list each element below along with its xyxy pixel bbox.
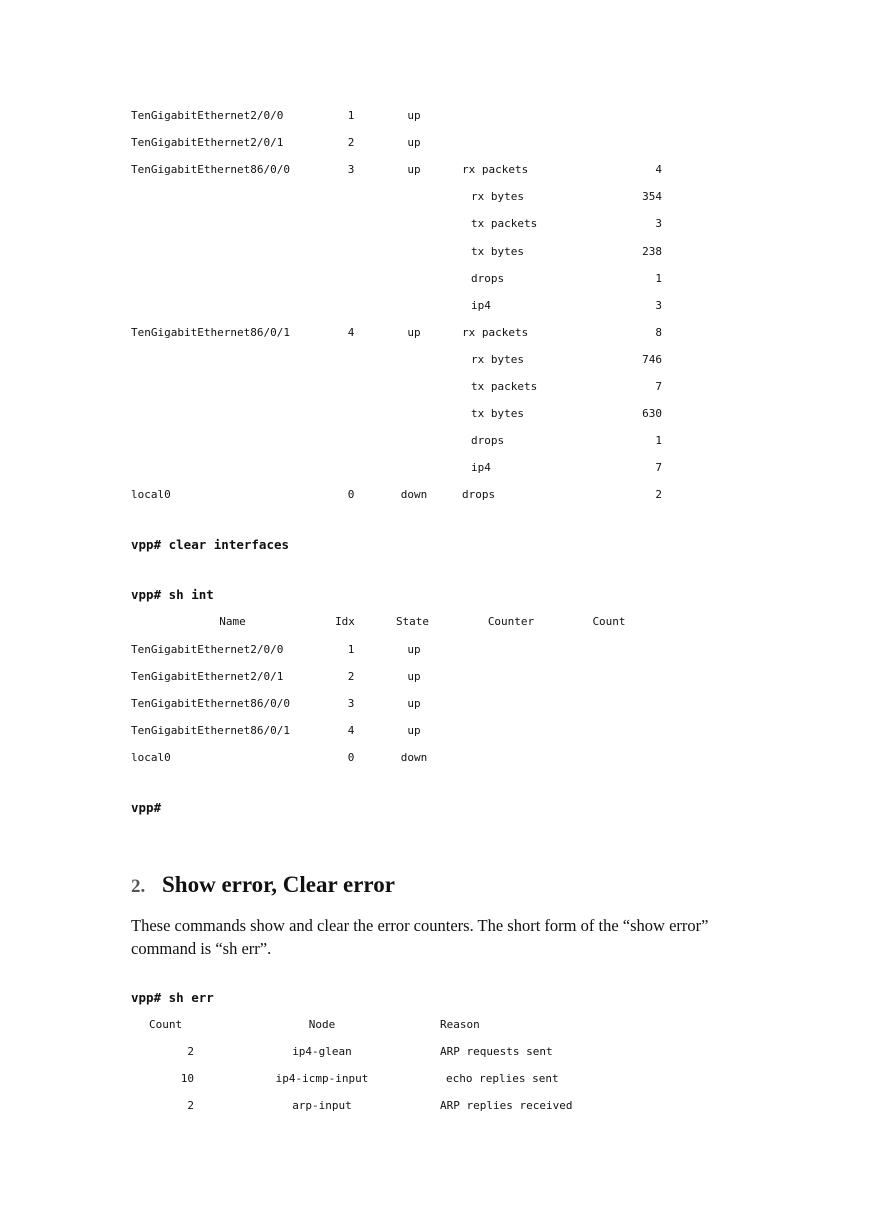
table-row	[0, 163, 869, 179]
counter-value: 1	[655, 434, 662, 447]
interface-idx: 1	[347, 643, 355, 656]
header-count: Count	[592, 615, 626, 628]
table-row	[0, 1099, 869, 1115]
interface-idx: 1	[347, 109, 355, 122]
interface-name: TenGigabitEthernet2/0/1	[131, 136, 284, 149]
counter-value: 4	[655, 163, 662, 176]
counter-value: 7	[655, 461, 662, 474]
counter-name: ip4	[471, 299, 491, 312]
counter-name: ip4	[471, 461, 491, 474]
table-row	[0, 1045, 869, 1061]
interface-name: TenGigabitEthernet86/0/0	[131, 697, 290, 710]
section-title: Show error, Clear error	[162, 872, 395, 897]
counter-name: drops	[471, 434, 505, 447]
counter-name: drops	[471, 272, 505, 285]
error-node: ip4-icmp-input	[275, 1072, 369, 1085]
table-row	[0, 670, 869, 686]
error-node: arp-input	[292, 1099, 352, 1112]
interface-idx: 0	[347, 488, 355, 501]
interface-name: local0	[131, 751, 171, 764]
interface-state: up	[407, 326, 421, 339]
table-row	[0, 434, 869, 450]
error-count: 2	[187, 1045, 194, 1058]
interface-idx: 2	[347, 670, 355, 683]
table-row	[0, 136, 869, 152]
counter-value: 630	[642, 407, 662, 420]
error-reason: ARP requests sent	[440, 1045, 553, 1058]
table-row	[0, 407, 869, 423]
table-row	[0, 461, 869, 477]
header-err-count: Count	[149, 1018, 183, 1031]
table-row	[0, 190, 869, 206]
table-row	[0, 217, 869, 233]
interface-idx: 4	[347, 326, 355, 339]
error-reason: ARP replies received	[440, 1099, 573, 1112]
interface-name: TenGigabitEthernet86/0/1	[131, 326, 290, 339]
interface-idx: 3	[347, 697, 355, 710]
counter-name: rx packets	[462, 163, 529, 176]
counter-name: tx bytes	[471, 245, 524, 258]
interface-state: down	[400, 488, 428, 501]
error-reason: echo replies sent	[446, 1072, 559, 1085]
counter-name: drops	[462, 488, 496, 501]
counter-name: tx bytes	[471, 407, 524, 420]
section-paragraph: These commands show and clear the error counters. The short form of the “show error” command is “sh err”.	[131, 916, 709, 958]
interface-name: TenGigabitEthernet2/0/0	[131, 643, 284, 656]
counter-value: 8	[655, 326, 662, 339]
table-row	[0, 109, 869, 125]
error-node: ip4-glean	[292, 1045, 352, 1058]
table-row	[0, 643, 869, 659]
interface-name: local0	[131, 488, 171, 501]
table-row	[0, 1072, 869, 1088]
header-counter: Counter	[487, 615, 535, 628]
table-row	[0, 272, 869, 288]
table-row	[0, 353, 869, 369]
sh-err-command: vpp# sh err	[131, 990, 214, 1005]
interface-name: TenGigabitEthernet86/0/0	[131, 163, 290, 176]
table-row	[0, 299, 869, 315]
section-number: 2.	[131, 876, 146, 897]
interface-name: TenGigabitEthernet2/0/0	[131, 109, 284, 122]
sh-int-header-row	[0, 615, 869, 631]
interface-state: up	[407, 724, 421, 737]
sh-int-command: vpp# sh int	[131, 587, 214, 602]
counter-name: rx packets	[462, 326, 529, 339]
table-row	[0, 245, 869, 261]
sh-err-header-row	[0, 1018, 869, 1034]
interface-state: up	[407, 697, 421, 710]
error-count: 2	[187, 1099, 194, 1112]
interface-state: up	[407, 136, 421, 149]
counter-value: 746	[642, 353, 662, 366]
counter-value: 238	[642, 245, 662, 258]
interface-state: up	[407, 670, 421, 683]
counter-value: 7	[655, 380, 662, 393]
interface-idx: 3	[347, 163, 355, 176]
error-count: 10	[180, 1072, 194, 1085]
clear-interfaces-command: vpp# clear interfaces	[131, 537, 290, 552]
vpp-prompt: vpp#	[131, 800, 162, 815]
interface-state: up	[407, 109, 421, 122]
interface-state: up	[407, 163, 421, 176]
counter-value: 2	[655, 488, 662, 501]
counter-name: tx packets	[471, 380, 538, 393]
table-row	[0, 697, 869, 713]
table-row	[0, 488, 869, 504]
counter-value: 3	[655, 217, 662, 230]
interface-state: down	[400, 751, 428, 764]
interface-name: TenGigabitEthernet2/0/1	[131, 670, 284, 683]
interface-idx: 0	[347, 751, 355, 764]
table-row	[0, 380, 869, 396]
counter-name: rx bytes	[471, 190, 524, 203]
interface-state: up	[407, 643, 421, 656]
counter-name: tx packets	[471, 217, 538, 230]
interface-idx: 4	[347, 724, 355, 737]
counter-value: 3	[655, 299, 662, 312]
table-row	[0, 751, 869, 767]
interface-idx: 2	[347, 136, 355, 149]
counter-value: 1	[655, 272, 662, 285]
header-state: State	[395, 615, 430, 628]
header-err-node: Node	[308, 1018, 336, 1031]
counter-name: rx bytes	[471, 353, 524, 366]
table-row	[0, 326, 869, 342]
header-idx: Idx	[335, 615, 355, 628]
section-heading	[131, 872, 395, 898]
header-err-reason: Reason	[440, 1018, 480, 1031]
header-name: Name	[219, 615, 246, 628]
table-row	[0, 724, 869, 740]
interface-name: TenGigabitEthernet86/0/1	[131, 724, 290, 737]
counter-value: 354	[642, 190, 662, 203]
